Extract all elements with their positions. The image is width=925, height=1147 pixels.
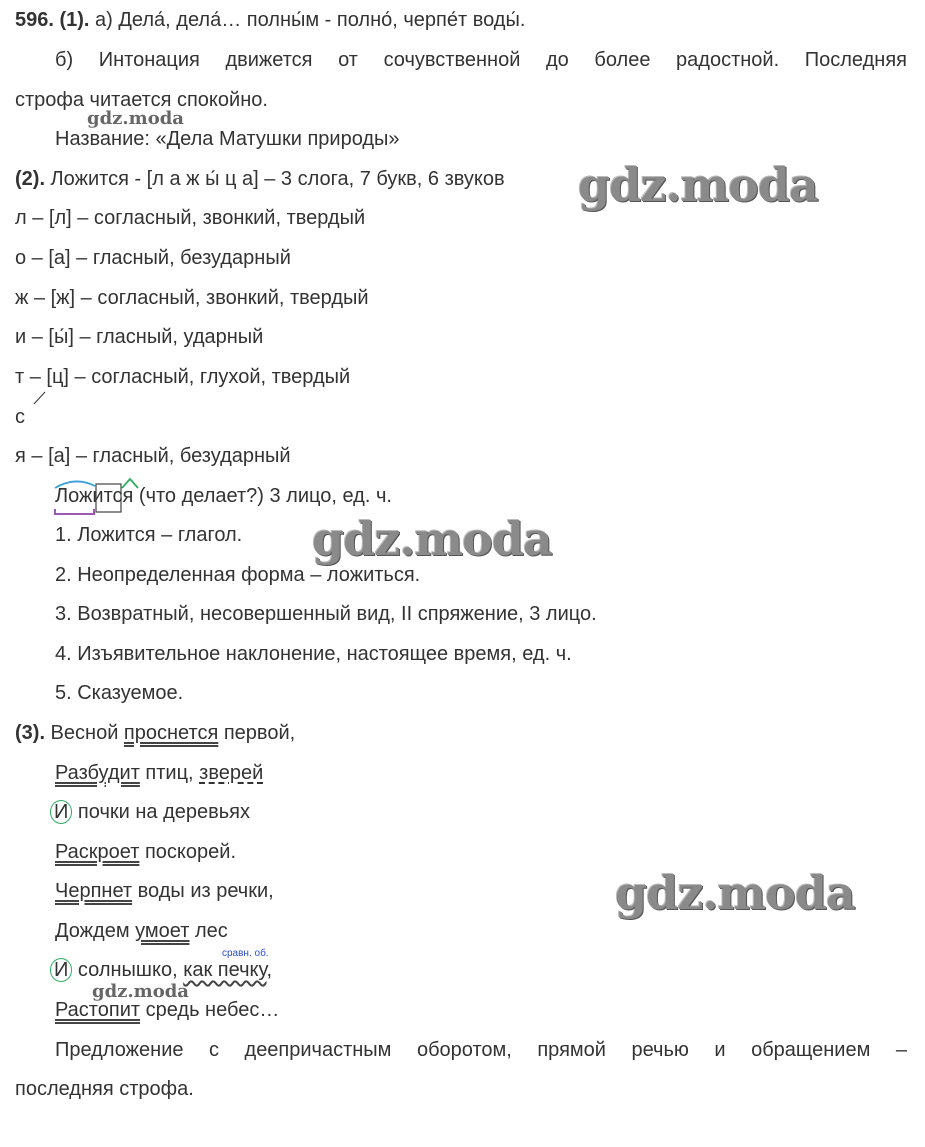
morph-ending: ся — [112, 485, 134, 507]
morph-suffix: т — [103, 485, 113, 507]
watermark: gdz.moda — [615, 866, 855, 920]
bracket-mark — [32, 390, 48, 406]
analysis-item: 3. Возвратный, несовершенный вид, II спряжение, 3 лицо. — [55, 603, 597, 625]
comparison-note: сравн. об. — [222, 948, 269, 959]
poem-line — [50, 958, 272, 982]
poem-text: , — [266, 959, 273, 981]
poem-line — [55, 761, 263, 785]
final-paragraph-cont: последняя строфа. — [15, 1078, 194, 1100]
line-text: а) Дела́, дела́… полны́м - полно́, черпе́т воды́. — [89, 9, 526, 31]
letter-row: с — [15, 406, 25, 428]
letter-row: и – [ы́] – гласный, ударный — [15, 326, 264, 348]
watermark: gdz.moda — [312, 512, 552, 566]
poem-line — [15, 721, 295, 745]
line-phonetic — [15, 167, 505, 191]
poem-text: солнышко, — [72, 959, 184, 981]
circled-conjunction: И — [50, 800, 72, 824]
predicate: Раскроет — [55, 841, 140, 863]
paragraph-intonation-cont: строфа читается спокойно. — [15, 89, 268, 111]
poem-text: поскорей. — [139, 841, 237, 863]
watermark-small: gdz.moda — [87, 108, 184, 129]
predicate: проснется — [123, 722, 219, 744]
letter-row: л – [л] – согласный, звонкий, твердый — [15, 207, 366, 229]
morpheme-marks — [50, 474, 150, 520]
part-number: (3). — [15, 722, 45, 744]
task-number: 596. (1). — [15, 9, 90, 31]
final-paragraph: Предложение с деепричастным оборотом, прямой речью и обращением – — [55, 1039, 907, 1061]
poem-text: первой, — [218, 722, 296, 744]
letter-row: я – [а] – гласный, безударный — [15, 445, 291, 467]
title-line: Название: «Дела Матушки природы» — [55, 128, 400, 150]
poem-text: воды из речки, — [132, 880, 274, 902]
paragraph-intonation: б) Интонация движется от сочувственной до более радостной. Последняя — [55, 49, 907, 71]
predicate: Разбудит — [55, 762, 140, 784]
poem-text: средь небес… — [140, 999, 280, 1021]
poem-text: Дождем — [55, 920, 136, 942]
poem-text: лес — [189, 920, 228, 942]
poem-text: птиц, — [139, 762, 200, 784]
poem-text: почки на деревьях — [72, 801, 250, 823]
circled-conjunction: И — [50, 958, 72, 982]
watermark: gdz.moda — [578, 158, 818, 212]
part-number: (2). — [15, 168, 45, 190]
line-596 — [15, 8, 525, 32]
watermark-small: gdz.moda — [92, 981, 189, 1002]
line-text: Ложится - [л а ж ы́ ц а] – 3 слога, 7 букв, 6 звуков — [45, 168, 505, 190]
analysis-item: 4. Изъявительное наклонение, настоящее время, ед. ч. — [55, 643, 572, 665]
analysis-item: 5. Сказуемое. — [55, 682, 184, 704]
poem-line — [55, 879, 274, 903]
morph-root: Лож — [55, 485, 93, 507]
object: зверей — [199, 762, 264, 784]
letter-row: т – [ц] – согласный, глухой, твердый — [15, 366, 351, 388]
predicate: Растопит — [55, 999, 141, 1021]
morph-mid: и — [92, 485, 104, 507]
analysis-item: 2. Неопределенная форма – ложиться. — [55, 564, 421, 586]
analysis-item: 1. Ложится – глагол. — [55, 524, 243, 546]
poem-text: Весной — [45, 722, 124, 744]
comparative-phrase: как печку — [183, 959, 267, 981]
poem-line — [50, 800, 250, 824]
predicate: Черпнет — [55, 880, 133, 902]
poem-line — [55, 840, 236, 864]
letter-row: о – [а] – гласный, безударный — [15, 247, 291, 269]
predicate: умоет — [135, 920, 190, 942]
morph-rest: (что делает?) 3 лицо, ед. ч. — [133, 485, 392, 507]
letter-row: ж – [ж] – согласный, звонкий, твердый — [15, 287, 369, 309]
poem-line — [55, 919, 228, 943]
